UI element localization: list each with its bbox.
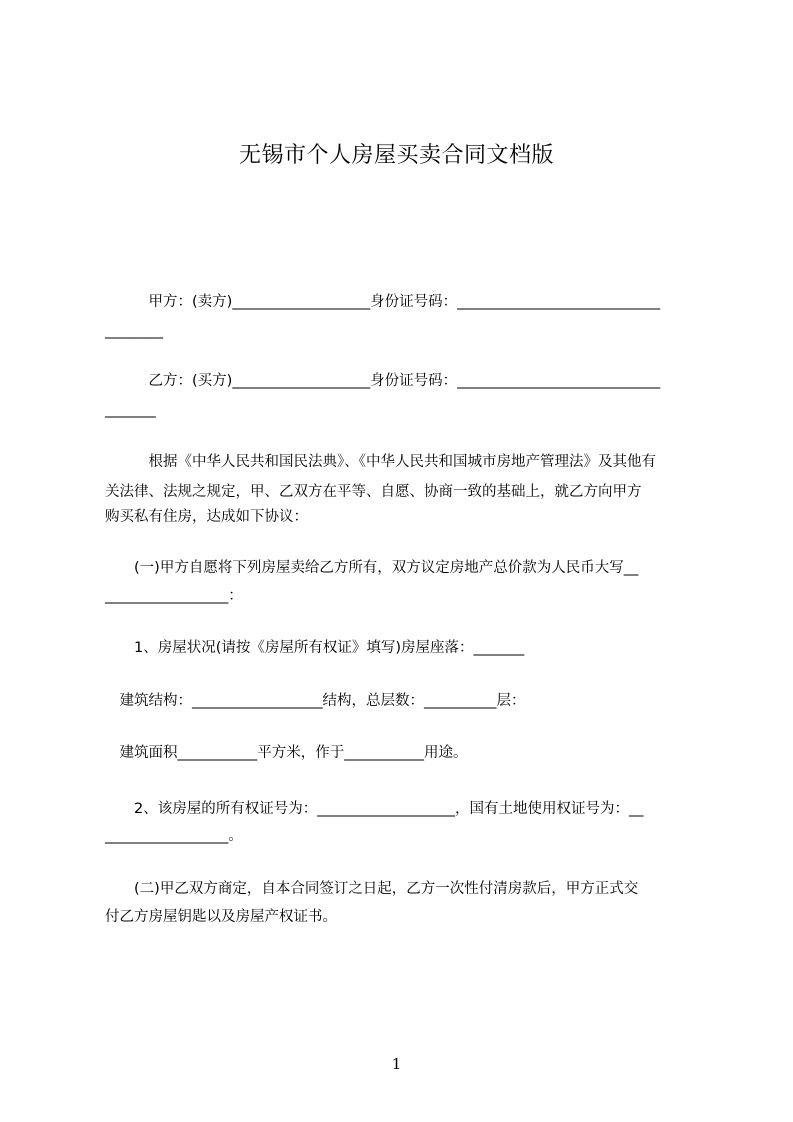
clause-1-line-1: (一)甲方自愿将下列房屋卖给乙方所有，双方议定房地产总价款为人民币大写__ xyxy=(105,560,639,576)
document-title: 无锡市个人房屋买卖合同文档版 xyxy=(238,143,554,168)
party-b-line-continued: _______ xyxy=(105,402,156,418)
party-b-line: 乙方：(买方)___________________身份证号码：____________________________ xyxy=(105,373,661,389)
party-a-line-continued: ________ xyxy=(105,323,163,339)
page-number: 1 xyxy=(391,1055,402,1073)
clause-1-line-2: _________________： xyxy=(105,588,243,604)
clause-2-line-2: 付乙方房屋钥匙以及房屋产权证书。 xyxy=(105,909,337,925)
preamble-line-3: 购买私有住房，达成如下协议： xyxy=(105,509,308,525)
building-area-line: 建筑面积___________平方米，作于___________用途。 xyxy=(105,745,468,761)
certificate-line-1: 2、该房屋的所有权证号为：___________________，国有土地使用权证号为：__ xyxy=(105,801,644,817)
certificate-line-2: _________________。 xyxy=(105,828,243,844)
preamble-line-1: 根据《中华人民共和国民法典》、《中华人民共和国城市房地产管理法》及其他有 xyxy=(105,454,656,470)
preamble-line-2: 关法律、法规之规定，甲、乙双方在平等、自愿、协商一致的基础上，就乙方向甲方 xyxy=(105,484,642,500)
property-location-line: 1、房屋状况(请按《房屋所有权证》填写)房屋座落：_______ xyxy=(105,640,525,656)
party-a-line: 甲方：(卖方)___________________身份证号码：____________________________ xyxy=(105,294,661,310)
clause-2-line-1: (二)甲乙双方商定，自本合同签订之日起，乙方一次性付清房款后，甲方正式交 xyxy=(105,881,639,897)
building-structure-line: 建筑结构：__________________结构，总层数：__________层： xyxy=(105,693,526,709)
